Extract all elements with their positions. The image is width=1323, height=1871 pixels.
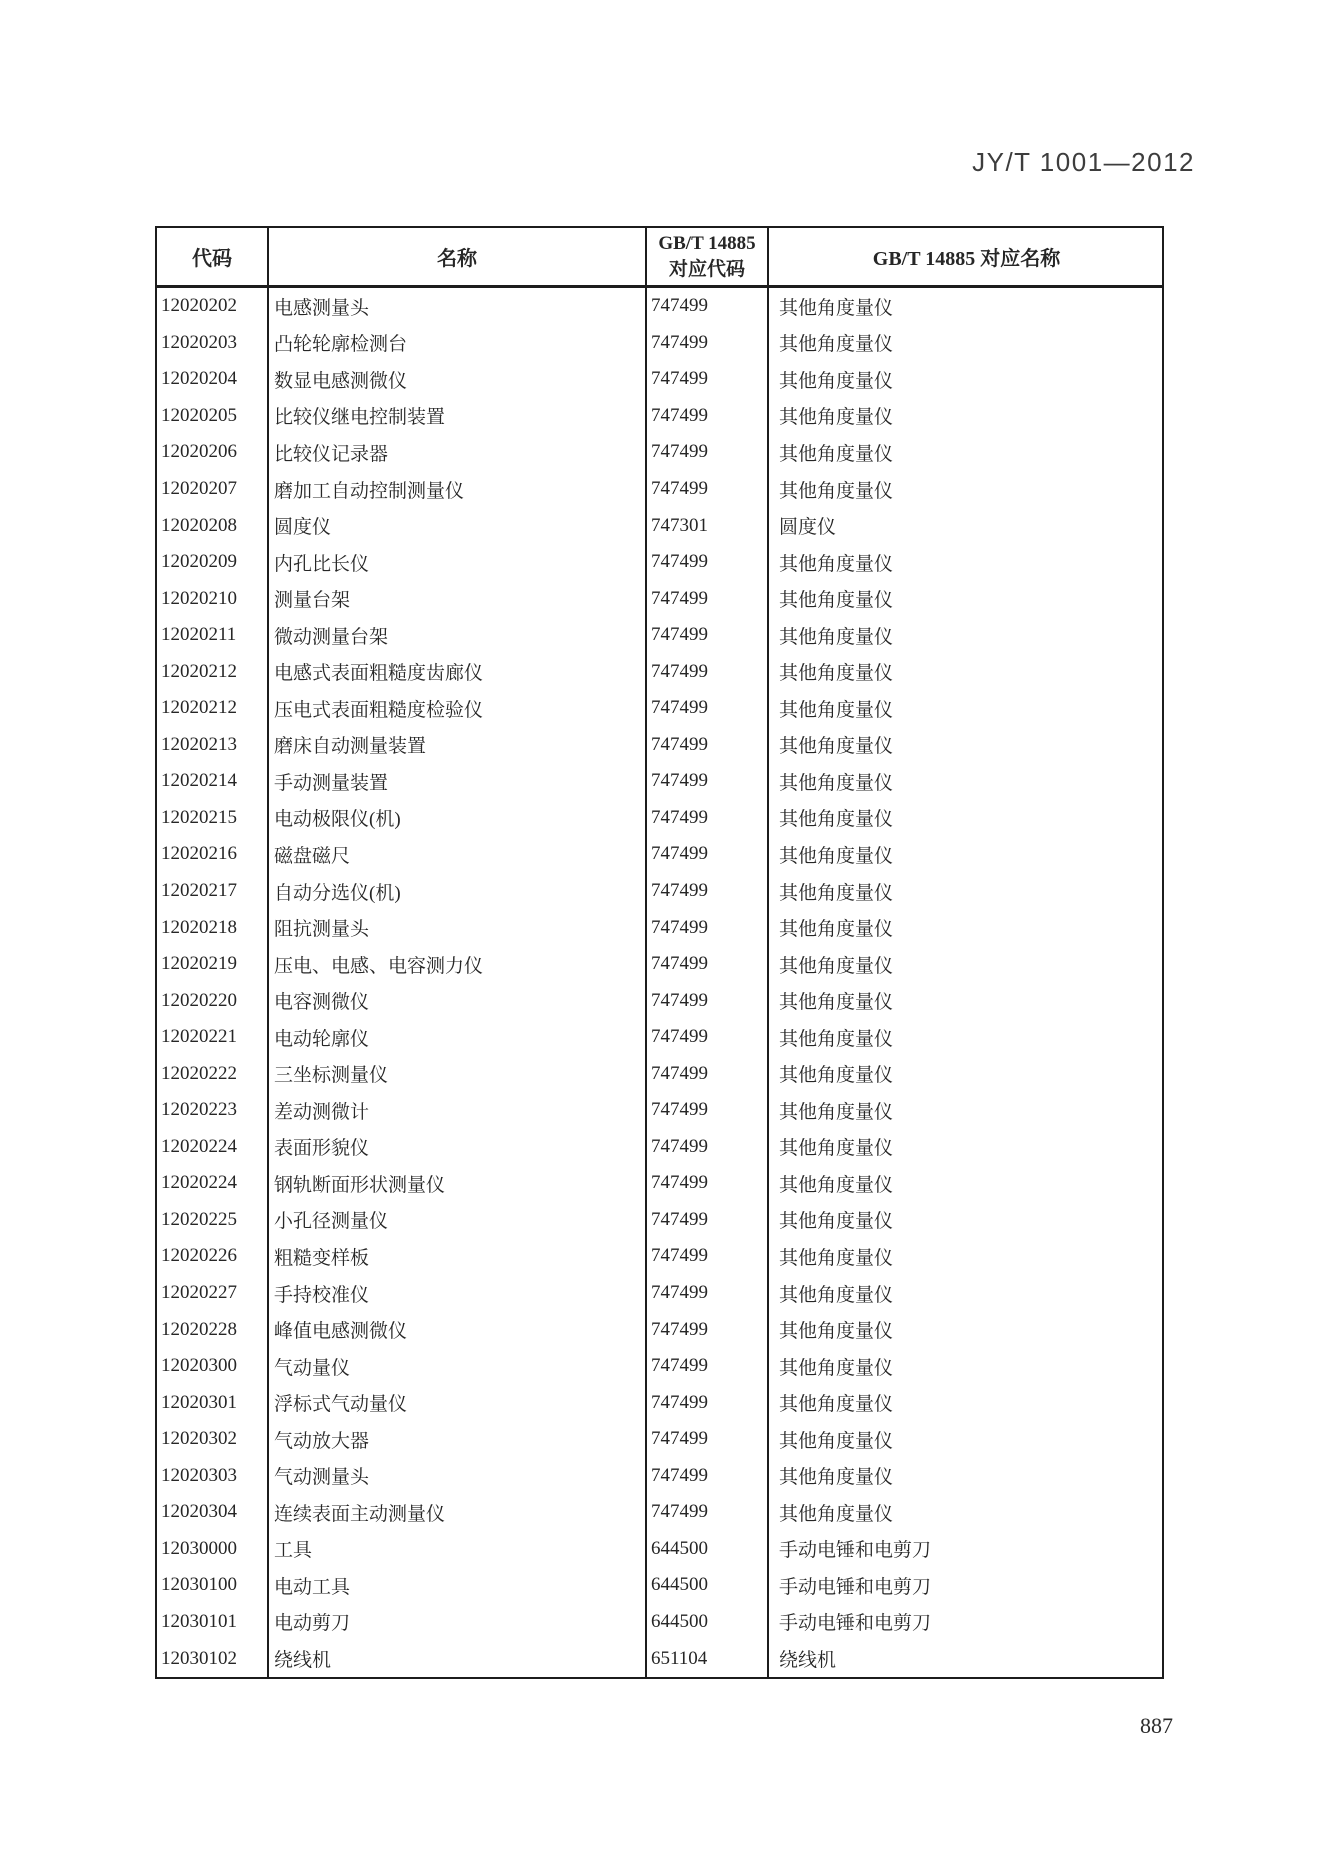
table-row bbox=[157, 946, 1162, 983]
cell-gbt-name: 其他角度量仪 bbox=[779, 1321, 894, 1343]
cell-gbt-code: 747499 bbox=[647, 1129, 769, 1166]
table-row bbox=[157, 325, 1162, 362]
cell-name: 气动测量头 bbox=[269, 1458, 647, 1495]
cell-gbt-name: 其他角度量仪 bbox=[779, 1138, 894, 1160]
cell-name: 微动测量台架 bbox=[269, 617, 647, 654]
cell-gbt-name: 其他角度量仪 bbox=[779, 1211, 894, 1233]
table-row bbox=[157, 653, 1162, 690]
cell-name: 电感式表面粗糙度齿廊仪 bbox=[269, 653, 647, 690]
cell-gbt-code: 747499 bbox=[647, 653, 769, 690]
table-row bbox=[157, 836, 1162, 873]
cell-code: 12020205 bbox=[157, 398, 269, 435]
table-row bbox=[157, 1421, 1162, 1458]
cell-code: 12020214 bbox=[157, 763, 269, 800]
table-row bbox=[157, 1458, 1162, 1495]
cell-name: 阻抗测量头 bbox=[269, 909, 647, 946]
cell-gbt-code: 747499 bbox=[647, 471, 769, 508]
cell-gbt-name: 其他角度量仪 bbox=[779, 1430, 894, 1452]
cell-name: 表面形貌仪 bbox=[269, 1129, 647, 1166]
cell-name: 圆度仪 bbox=[269, 507, 647, 544]
cell-code: 12020211 bbox=[157, 617, 269, 654]
cell-name: 连续表面主动测量仪 bbox=[269, 1494, 647, 1531]
table-row bbox=[157, 690, 1162, 727]
table-row bbox=[157, 1019, 1162, 1056]
header-gbt-name: GB/T 14885 对应名称 bbox=[872, 248, 1061, 270]
cell-gbt-name: 其他角度量仪 bbox=[779, 1065, 894, 1087]
table-row bbox=[157, 1092, 1162, 1129]
cell-code: 12030000 bbox=[157, 1531, 269, 1568]
cell-name: 压电式表面粗糙度检验仪 bbox=[269, 690, 647, 727]
cell-name: 压电、电感、电容测力仪 bbox=[269, 946, 647, 983]
table-row bbox=[157, 617, 1162, 654]
table-row bbox=[157, 800, 1162, 837]
table-row bbox=[157, 727, 1162, 764]
cell-gbt-code: 747499 bbox=[647, 1275, 769, 1312]
cell-gbt-name: 其他角度量仪 bbox=[779, 882, 894, 904]
table-row bbox=[157, 1275, 1162, 1312]
cell-name: 手持校准仪 bbox=[269, 1275, 647, 1312]
cell-gbt-name: 其他角度量仪 bbox=[779, 590, 894, 612]
cell-gbt-code: 747499 bbox=[647, 763, 769, 800]
cell-gbt-code: 747499 bbox=[647, 580, 769, 617]
cell-code: 12030102 bbox=[157, 1640, 269, 1677]
cell-gbt-name: 其他角度量仪 bbox=[779, 992, 894, 1014]
cell-gbt-name: 其他角度量仪 bbox=[779, 370, 894, 392]
table-row bbox=[157, 1384, 1162, 1421]
table-row bbox=[157, 471, 1162, 508]
cell-code: 12020224 bbox=[157, 1129, 269, 1166]
cell-gbt-code: 747499 bbox=[647, 690, 769, 727]
cell-gbt-name: 其他角度量仪 bbox=[779, 1247, 894, 1269]
table-row bbox=[157, 1348, 1162, 1385]
cell-gbt-name: 其他角度量仪 bbox=[779, 1503, 894, 1525]
cell-code: 12020216 bbox=[157, 836, 269, 873]
doc-number: JY/T 1001—2012 bbox=[972, 147, 1195, 177]
table-row bbox=[157, 1640, 1162, 1677]
table-row bbox=[157, 763, 1162, 800]
cell-code: 12020206 bbox=[157, 434, 269, 471]
table-row bbox=[157, 1238, 1162, 1275]
cell-name: 气动放大器 bbox=[269, 1421, 647, 1458]
cell-code: 12020301 bbox=[157, 1384, 269, 1421]
cell-name: 钢轨断面形状测量仪 bbox=[269, 1165, 647, 1202]
cell-code: 12020303 bbox=[157, 1458, 269, 1495]
cell-gbt-name: 绕线机 bbox=[779, 1650, 837, 1671]
cell-gbt-code: 651104 bbox=[647, 1640, 769, 1677]
cell-code: 12020212 bbox=[157, 653, 269, 690]
cell-code: 12020220 bbox=[157, 982, 269, 1019]
cell-gbt-code: 747301 bbox=[647, 507, 769, 544]
header-gbt-code bbox=[647, 228, 769, 285]
cell-gbt-code: 747499 bbox=[647, 946, 769, 983]
cell-name: 电感测量头 bbox=[269, 288, 647, 325]
table-row bbox=[157, 909, 1162, 946]
cell-gbt-code: 747499 bbox=[647, 1202, 769, 1239]
cell-gbt-name: 其他角度量仪 bbox=[779, 297, 894, 319]
cell-gbt-code: 747499 bbox=[647, 1055, 769, 1092]
cell-code: 12020304 bbox=[157, 1494, 269, 1531]
cell-gbt-code: 747499 bbox=[647, 288, 769, 325]
cell-gbt-name: 其他角度量仪 bbox=[779, 919, 894, 941]
table-row bbox=[157, 1567, 1162, 1604]
cell-name: 电动极限仪(机) bbox=[269, 800, 647, 837]
table-row bbox=[157, 1531, 1162, 1568]
cell-gbt-name: 其他角度量仪 bbox=[779, 480, 894, 502]
cell-name: 磨床自动测量装置 bbox=[269, 727, 647, 764]
cell-code: 12020208 bbox=[157, 507, 269, 544]
cell-code: 12030100 bbox=[157, 1567, 269, 1604]
cell-gbt-name: 其他角度量仪 bbox=[779, 845, 894, 867]
cell-gbt-code: 747499 bbox=[647, 1019, 769, 1056]
cell-gbt-code: 747499 bbox=[647, 398, 769, 435]
cell-name: 比较仪继电控制装置 bbox=[269, 398, 647, 435]
table-body bbox=[157, 288, 1162, 1677]
header-code: 代码 bbox=[157, 228, 269, 285]
cell-gbt-code: 747499 bbox=[647, 727, 769, 764]
cell-name: 自动分选仪(机) bbox=[269, 873, 647, 910]
cell-gbt-code: 747499 bbox=[647, 1494, 769, 1531]
cell-code: 12020222 bbox=[157, 1055, 269, 1092]
cell-gbt-code: 747499 bbox=[647, 1311, 769, 1348]
table-row bbox=[157, 1055, 1162, 1092]
cell-gbt-code: 747499 bbox=[647, 434, 769, 471]
cell-name: 工具 bbox=[269, 1531, 647, 1568]
cell-code: 12020217 bbox=[157, 873, 269, 910]
table-row bbox=[157, 361, 1162, 398]
cell-gbt-name: 其他角度量仪 bbox=[779, 407, 894, 429]
cell-code: 12020209 bbox=[157, 544, 269, 581]
cell-gbt-name: 手动电锤和电剪刀 bbox=[779, 1540, 932, 1562]
classification-table bbox=[155, 226, 1164, 1679]
cell-code: 12020224 bbox=[157, 1165, 269, 1202]
table-header-row bbox=[157, 228, 1162, 288]
header-name: 名称 bbox=[269, 228, 647, 285]
cell-name: 内孔比长仪 bbox=[269, 544, 647, 581]
cell-code: 12020203 bbox=[157, 325, 269, 362]
cell-code: 12020202 bbox=[157, 288, 269, 325]
cell-code: 12020210 bbox=[157, 580, 269, 617]
cell-name: 峰值电感测微仪 bbox=[269, 1311, 647, 1348]
cell-gbt-code: 747499 bbox=[647, 617, 769, 654]
cell-name: 电容测微仪 bbox=[269, 982, 647, 1019]
cell-name: 气动量仪 bbox=[269, 1348, 647, 1385]
cell-code: 12020213 bbox=[157, 727, 269, 764]
cell-gbt-code: 747499 bbox=[647, 982, 769, 1019]
cell-gbt-code: 747499 bbox=[647, 836, 769, 873]
cell-gbt-name: 圆度仪 bbox=[779, 517, 837, 539]
cell-code: 12020204 bbox=[157, 361, 269, 398]
table-row bbox=[157, 288, 1162, 325]
cell-name: 绕线机 bbox=[269, 1640, 647, 1677]
cell-gbt-name: 其他角度量仪 bbox=[779, 443, 894, 465]
cell-name: 粗糙变样板 bbox=[269, 1238, 647, 1275]
cell-gbt-code: 747499 bbox=[647, 1238, 769, 1275]
cell-name: 小孔径测量仪 bbox=[269, 1202, 647, 1239]
header-gbt-code-line1: GB/T 14885 bbox=[658, 232, 756, 254]
cell-gbt-name: 其他角度量仪 bbox=[779, 626, 894, 648]
table-row bbox=[157, 982, 1162, 1019]
cell-gbt-name: 其他角度量仪 bbox=[779, 553, 894, 575]
cell-gbt-code: 747499 bbox=[647, 1421, 769, 1458]
table-row bbox=[157, 1202, 1162, 1239]
cell-code: 12020219 bbox=[157, 946, 269, 983]
cell-name: 电动剪刀 bbox=[269, 1604, 647, 1641]
cell-gbt-code: 747499 bbox=[647, 1384, 769, 1421]
cell-gbt-code: 644500 bbox=[647, 1531, 769, 1568]
cell-code: 12020215 bbox=[157, 800, 269, 837]
table-row bbox=[157, 1604, 1162, 1641]
cell-name: 凸轮轮廓检测台 bbox=[269, 325, 647, 362]
cell-name: 手动测量装置 bbox=[269, 763, 647, 800]
table-row bbox=[157, 434, 1162, 471]
table-row bbox=[157, 507, 1162, 544]
cell-gbt-name: 其他角度量仪 bbox=[779, 1357, 894, 1379]
table-row bbox=[157, 873, 1162, 910]
table-row bbox=[157, 1311, 1162, 1348]
page-number: 887 bbox=[1140, 1713, 1173, 1738]
table-row bbox=[157, 544, 1162, 581]
cell-gbt-code: 747499 bbox=[647, 909, 769, 946]
cell-gbt-name: 其他角度量仪 bbox=[779, 334, 894, 356]
cell-code: 12030101 bbox=[157, 1604, 269, 1641]
header-gbt-code-line2: 对应代码 bbox=[668, 258, 745, 280]
cell-gbt-code: 747499 bbox=[647, 800, 769, 837]
cell-name: 磨加工自动控制测量仪 bbox=[269, 471, 647, 508]
cell-name: 数显电感测微仪 bbox=[269, 361, 647, 398]
cell-code: 12020218 bbox=[157, 909, 269, 946]
table-row bbox=[157, 398, 1162, 435]
cell-name: 电动工具 bbox=[269, 1567, 647, 1604]
table-row bbox=[157, 1494, 1162, 1531]
cell-gbt-name: 其他角度量仪 bbox=[779, 955, 894, 977]
cell-code: 12020227 bbox=[157, 1275, 269, 1312]
cell-gbt-name: 其他角度量仪 bbox=[779, 699, 894, 721]
cell-code: 12020223 bbox=[157, 1092, 269, 1129]
cell-gbt-name: 其他角度量仪 bbox=[779, 1284, 894, 1306]
cell-gbt-name: 其他角度量仪 bbox=[779, 1028, 894, 1050]
cell-gbt-code: 644500 bbox=[647, 1604, 769, 1641]
cell-gbt-name: 其他角度量仪 bbox=[779, 772, 894, 794]
cell-gbt-code: 747499 bbox=[647, 1458, 769, 1495]
cell-name: 测量台架 bbox=[269, 580, 647, 617]
cell-code: 12020300 bbox=[157, 1348, 269, 1385]
cell-code: 12020225 bbox=[157, 1202, 269, 1239]
cell-name: 比较仪记录器 bbox=[269, 434, 647, 471]
cell-gbt-name: 其他角度量仪 bbox=[779, 1174, 894, 1196]
cell-gbt-code: 747499 bbox=[647, 873, 769, 910]
cell-code: 12020226 bbox=[157, 1238, 269, 1275]
cell-gbt-code: 747499 bbox=[647, 1092, 769, 1129]
cell-code: 12020207 bbox=[157, 471, 269, 508]
table-row bbox=[157, 1165, 1162, 1202]
table-row bbox=[157, 580, 1162, 617]
cell-name: 三坐标测量仪 bbox=[269, 1055, 647, 1092]
cell-gbt-code: 747499 bbox=[647, 325, 769, 362]
cell-name: 差动测微计 bbox=[269, 1092, 647, 1129]
cell-code: 12020302 bbox=[157, 1421, 269, 1458]
cell-gbt-name: 其他角度量仪 bbox=[779, 1467, 894, 1489]
cell-gbt-name: 手动电锤和电剪刀 bbox=[779, 1576, 932, 1598]
cell-gbt-name: 其他角度量仪 bbox=[779, 663, 894, 685]
cell-gbt-code: 644500 bbox=[647, 1567, 769, 1604]
table-row bbox=[157, 1129, 1162, 1166]
cell-name: 浮标式气动量仪 bbox=[269, 1384, 647, 1421]
cell-gbt-code: 747499 bbox=[647, 544, 769, 581]
cell-gbt-name: 其他角度量仪 bbox=[779, 1394, 894, 1416]
cell-code: 12020212 bbox=[157, 690, 269, 727]
cell-code: 12020228 bbox=[157, 1311, 269, 1348]
cell-gbt-code: 747499 bbox=[647, 1348, 769, 1385]
cell-gbt-name: 手动电锤和电剪刀 bbox=[779, 1613, 932, 1635]
cell-name: 电动轮廓仪 bbox=[269, 1019, 647, 1056]
cell-name: 磁盘磁尺 bbox=[269, 836, 647, 873]
cell-gbt-name: 其他角度量仪 bbox=[779, 736, 894, 758]
cell-gbt-name: 其他角度量仪 bbox=[779, 1101, 894, 1123]
cell-gbt-name: 其他角度量仪 bbox=[779, 809, 894, 831]
cell-gbt-code: 747499 bbox=[647, 361, 769, 398]
cell-code: 12020221 bbox=[157, 1019, 269, 1056]
cell-gbt-code: 747499 bbox=[647, 1165, 769, 1202]
